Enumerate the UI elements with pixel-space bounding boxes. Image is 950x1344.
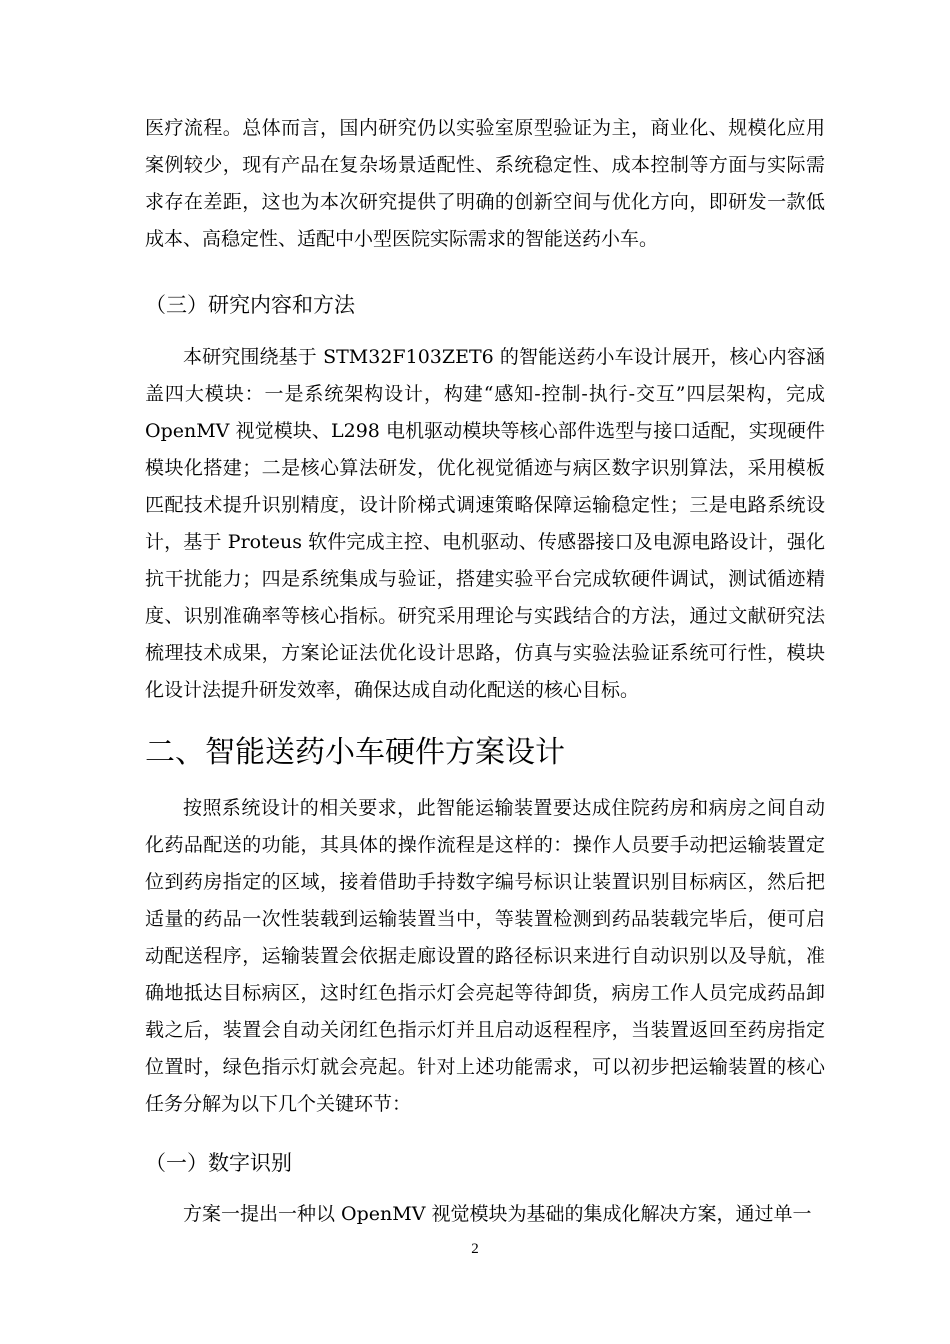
paragraph-research-content: 本研究围绕基于 STM32F103ZET6 的智能送药小车设计展开，核心内容涵盖四大模块：一是系统架构设计，构建“感知-控制-执行-交互”四层架构，完成 OpenMV 视觉模块、L298 电机驱动模块等核心部件选型与接口适配，实现硬件模块化搭建；二是核心算法研发，优化视觉循迹与病区数字识别算法，采用模板匹配技术提升识别精度，设计阶梯式调速策略保障运输稳定性；三是电路系统设计，基于 Proteus 软件完成主控、电机驱动、传感器接口及电源电路设计，强化抗干扰能力；四是系统集成与验证，搭建实验平台完成软硬件调试，测试循迹精度、识别准确率等核心指标。研究采用理论与实践结合的方法，通过文献研究法梳理技术成果，方案论证法优化设计思路，仿真与实验法验证系统可行性，模块化设计法提升研发效率，确保达成自动化配送的核心目标。 [145, 346, 825, 701]
paragraph-scheme-one: 方案一提出一种以 OpenMV 视觉模块为基础的集成化解决方案，通过单一 [183, 1203, 812, 1225]
subsection-heading-digit-recognition: （一）数字识别 [145, 1151, 292, 1175]
chapter-heading-hardware-design: 二、智能送药小车硬件方案设计 [145, 735, 565, 770]
section-heading-research-content: （三）研究内容和方法 [145, 293, 355, 317]
page-number: 2 [471, 1241, 479, 1257]
paragraph-system-requirements: 按照系统设计的相关要求，此智能运输装置要达成住院药房和病房之间自动化药品配送的功能，其具体的操作流程是这样的：操作人员要手动把运输装置定位到药房指定的区域，接着借助手持数字编号标识让装置识别目标病区，然后把适量的药品一次性装载到运输装置当中，等装置检测到药品装载完毕后，便可启动配送程序，运输装置会依据走廊设置的路径标识来进行自动识别以及导航，准确地抵达目标病区，这时红色指示灯会亮起等待卸货，病房工作人员完成药品卸载之后，装置会自动关闭红色指示灯并且启动返程程序，当装置返回至药房指定位置时，绿色指示灯就会亮起。针对上述功能需求，可以初步把运输装置的核心任务分解为以下几个关键环节： [145, 797, 825, 1115]
paragraph-continuation: 医疗流程。总体而言，国内研究仍以实验室原型验证为主，商业化、规模化应用案例较少，现有产品在复杂场景适配性、系统稳定性、成本控制等方面与实际需求存在差距，这也为本次研究提供了明确的创新空间与优化方向，即研发一款低成本、高稳定性、适配中小型医院实际需求的智能送药小车。 [145, 117, 825, 250]
